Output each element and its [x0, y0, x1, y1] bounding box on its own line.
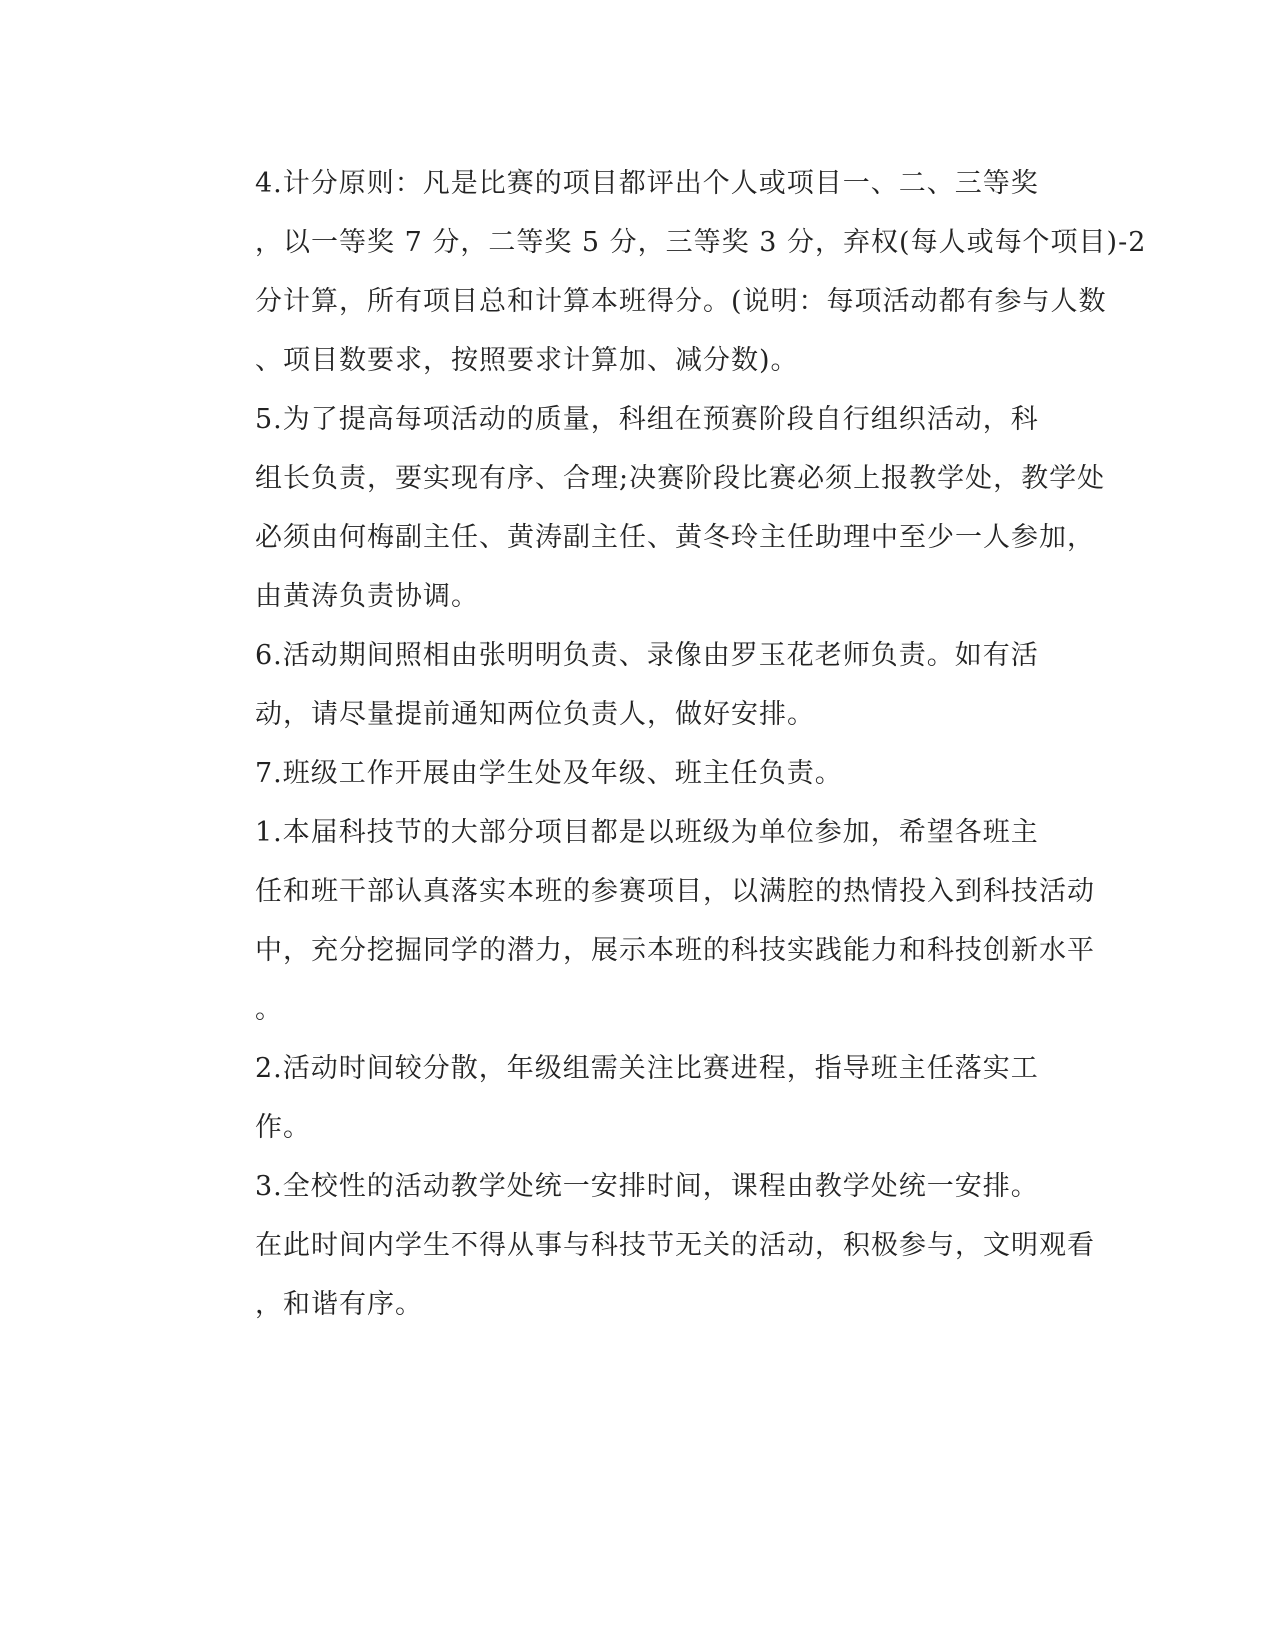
- text-line: 分计算，所有项目总和计算本班得分。(说明：每项活动都有参与人数: [255, 286, 1107, 317]
- text-line: 6.活动期间照相由张明明负责、录像由罗玉花老师负责。如有活: [255, 640, 1039, 671]
- text-line: 2.活动时间较分散，年级组需关注比赛进程，指导班主任落实工: [255, 1053, 1039, 1084]
- paragraph-photo-video: [185, 626, 1065, 744]
- text-line: 必须由何梅副主任、黄涛副主任、黄冬玲主任助理中至少一人参加，: [255, 522, 1095, 553]
- paragraph-class-work: [185, 744, 1065, 803]
- text-line: 3.全校性的活动教学处统一安排时间，课程由教学处统一安排。: [255, 1171, 1039, 1202]
- text-line: ，和谐有序。: [255, 1289, 423, 1320]
- paragraph-class-participation: [185, 803, 1095, 1039]
- paragraph-schoolwide-schedule: [185, 1157, 1095, 1334]
- text-line: 、项目数要求，按照要求计算加、减分数)。: [255, 345, 799, 376]
- text-line: 5.为了提高每项活动的质量，科组在预赛阶段自行组织活动，科: [255, 404, 1039, 435]
- text-line: 中，充分挖掘同学的潜力，展示本班的科技实践能力和科技创新水平: [255, 935, 1095, 966]
- text-line: 组长负责，要实现有序、合理;决赛阶段比赛必须上报教学处，教学处: [255, 463, 1106, 494]
- paragraph-activity-quality: [185, 390, 1106, 626]
- text-line: 由黄涛负责协调。: [255, 581, 479, 612]
- text-line: 在此时间内学生不得从事与科技节无关的活动，积极参与，文明观看: [255, 1230, 1095, 1261]
- text-line: 4.计分原则：凡是比赛的项目都评出个人或项目一、二、三等奖: [255, 168, 1039, 199]
- paragraph-scoring-rules: [185, 154, 1147, 390]
- text-line: 任和班干部认真落实本班的参赛项目，以满腔的热情投入到科技活动: [255, 876, 1095, 907]
- text-line: 1.本届科技节的大部分项目都是以班级为单位参加，希望各班主: [255, 817, 1039, 848]
- text-line: 。: [255, 994, 283, 1025]
- paragraph-grade-group: [185, 1039, 1065, 1157]
- text-line: 7.班级工作开展由学生处及年级、班主任负责。: [255, 758, 843, 789]
- text-line: 动，请尽量提前通知两位负责人，做好安排。: [255, 699, 815, 730]
- document-body: [185, 154, 1147, 1334]
- text-line: 作。: [255, 1112, 311, 1143]
- text-line: ，以一等奖 7 分，二等奖 5 分，三等奖 3 分，弃权(每人或每个项目)-2: [255, 227, 1147, 258]
